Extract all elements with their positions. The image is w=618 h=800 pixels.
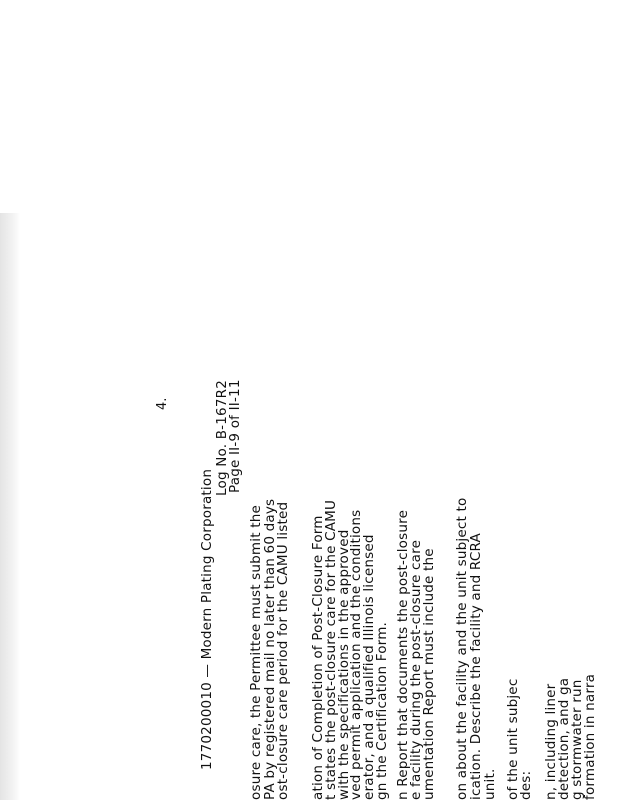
paragraph-2-line-4: ved permit application and the conditions bbox=[348, 509, 364, 800]
header-facility-line: 1770200010 — Modern Plating Corporation bbox=[199, 468, 215, 770]
paragraph-4-line-3: unit. bbox=[482, 768, 498, 800]
paragraph-1-line-1: osure care, the Permittee must submit the bbox=[248, 505, 264, 800]
paragraph-5-line-2: des: bbox=[518, 770, 534, 800]
paragraph-2-line-5: erator, and a qualified Illinois licensed bbox=[361, 534, 377, 800]
item-number: 4. bbox=[155, 397, 170, 410]
paragraph-1-line-2: PA by registered mail no later than 60 days bbox=[262, 498, 278, 800]
paragraph-1-line-3: ost-closure care period for the CAMU listed bbox=[275, 501, 291, 800]
header-page-number: Page II-9 of II-11 bbox=[227, 379, 243, 493]
paragraph-6-line-3: g stormwater run bbox=[569, 679, 585, 800]
paragraph-6-line-1: n, including liner bbox=[543, 683, 559, 800]
paragraph-6-line-2: detection, and ga bbox=[556, 677, 572, 800]
header-log-number: Log No. B-167R2 bbox=[214, 380, 230, 496]
paragraph-4-line-1: on about the facility and the unit subject to bbox=[454, 497, 470, 800]
paragraph-3-line-3: umentation Report must include the bbox=[421, 548, 437, 800]
paragraph-2-line-3: with the specifications in the approved bbox=[336, 529, 352, 800]
paragraph-4-line-2: ication. Describe the facility and RCRA bbox=[468, 533, 484, 800]
paragraph-3-line-2: e facility during the post-closure care bbox=[408, 539, 424, 800]
paragraph-5-line-1: of the unit subjec bbox=[505, 678, 521, 800]
paragraph-3-line-1: n Report that documents the post-closure bbox=[395, 509, 411, 800]
paragraph-2-line-6: gn the Certification Form. bbox=[374, 621, 390, 800]
paragraph-2-line-1: ation of Completion of Post-Closure Form bbox=[310, 515, 326, 800]
paragraph-2-line-2: t states the post-closure care for the CAMU bbox=[323, 499, 339, 800]
paragraph-6-line-4: formation in narra bbox=[582, 673, 598, 800]
